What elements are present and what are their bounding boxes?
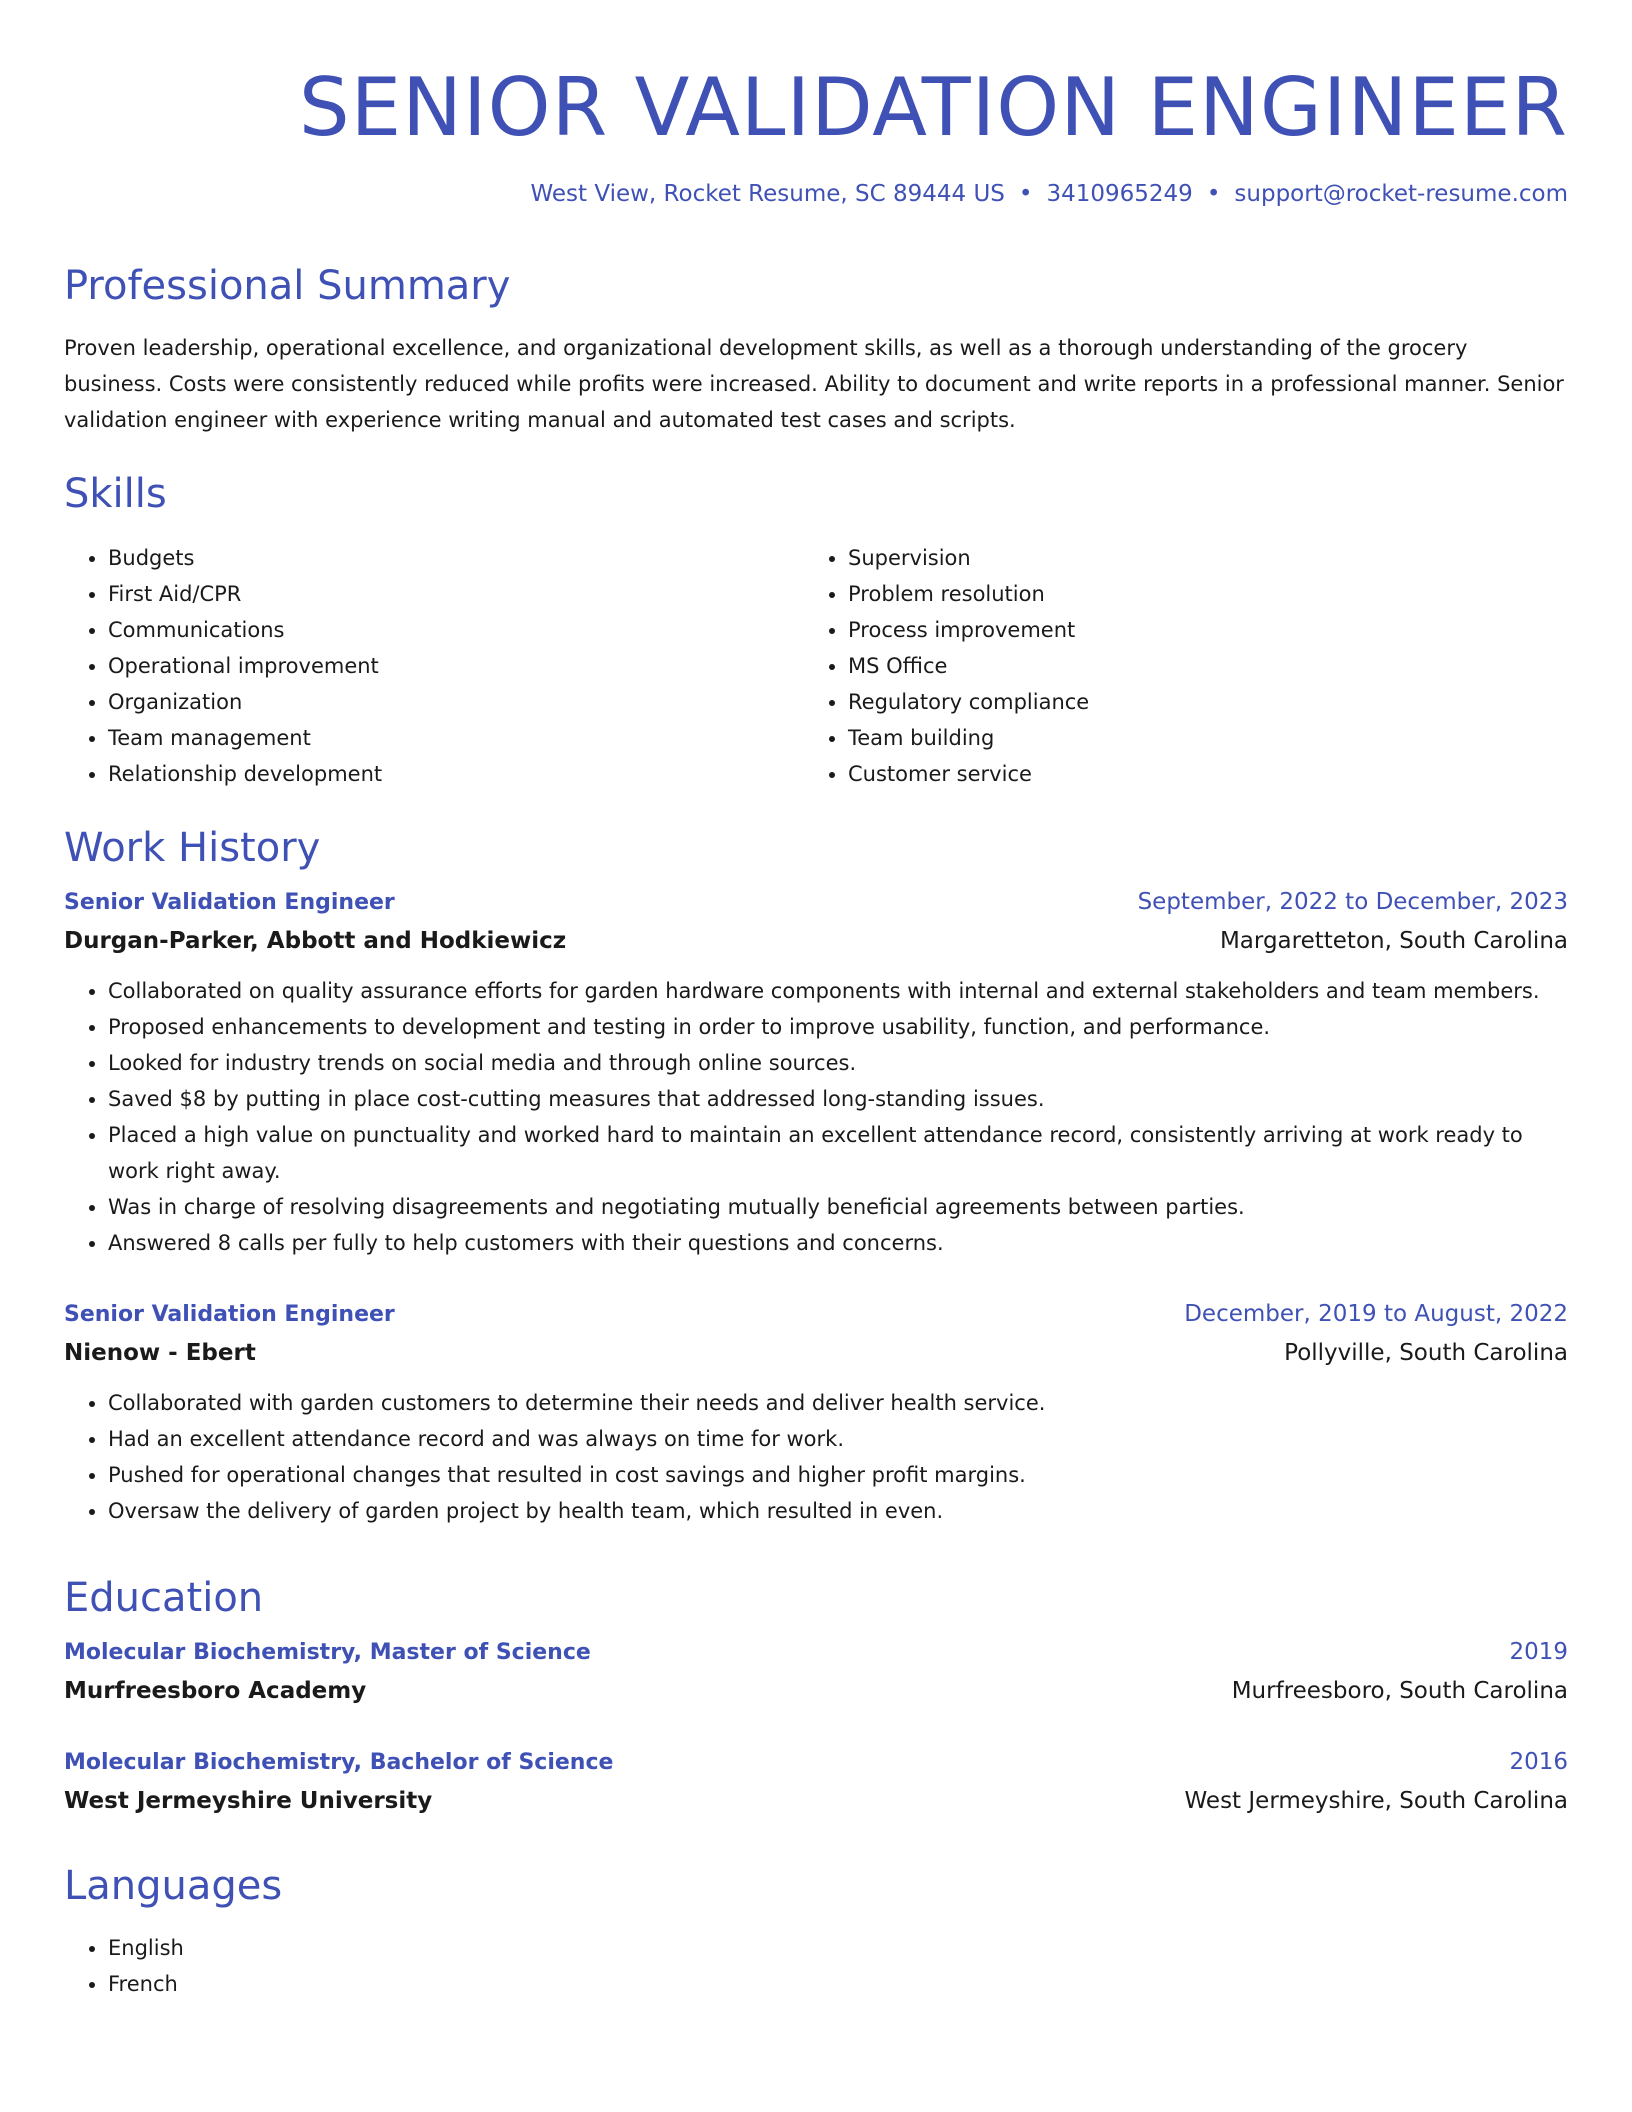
skills-column-right	[804, 540, 1544, 792]
job-role: Senior Validation Engineer	[64, 890, 395, 915]
job-entry	[64, 884, 1568, 1261]
job-bullet: • Oversaw the delivery of garden project by health team, which resulted in even.	[108, 1493, 1568, 1529]
skill-item: • Communications	[108, 612, 804, 648]
job-location: Pollyville, South Carolina	[1284, 1340, 1568, 1366]
skills-list	[64, 540, 1568, 792]
education-location: Murfreesboro, South Carolina	[1231, 1678, 1568, 1704]
job-bullet: • Had an excellent attendance record and was always on time for work.	[108, 1421, 1568, 1457]
job-bullet: • Placed a high value on punctuality and worked hard to maintain an excellent attendance record, consistently arriving at work ready to work right away.	[108, 1117, 1568, 1189]
skills-column-left	[64, 540, 804, 792]
job-company: Durgan-Parker, Abbott and Hodkiewicz	[64, 928, 567, 954]
resume-title: SENIOR VALIDATION ENGINEER	[298, 61, 1568, 154]
languages-heading: Languages	[64, 1863, 283, 1909]
skill-item: • Regulatory compliance	[848, 684, 1544, 720]
separator-dot: •	[1018, 181, 1033, 207]
job-entry	[64, 1296, 1568, 1529]
job-bullets	[64, 1385, 1568, 1529]
skill-item: • Operational improvement	[108, 648, 804, 684]
skill-item: • Supervision	[848, 540, 1544, 576]
job-dates: September, 2022 to December, 2023	[1137, 889, 1568, 915]
skill-item: • Team management	[108, 720, 804, 756]
address: West View, Rocket Resume, SC 89444 US	[530, 181, 1005, 207]
languages-list	[64, 1930, 184, 2002]
education-school: Murfreesboro Academy	[64, 1678, 367, 1704]
skill-item: • First Aid/CPR	[108, 576, 804, 612]
job-bullet: • Saved $8 by putting in place cost-cutting measures that addressed long-standing issues.	[108, 1081, 1568, 1117]
language-item: • French	[108, 1966, 184, 2002]
language-item: • English	[108, 1930, 184, 1966]
education-year: 2016	[1509, 1749, 1568, 1775]
education-heading: Education	[64, 1575, 264, 1621]
education-location: West Jermeyshire, South Carolina	[1184, 1788, 1568, 1814]
summary-text: Proven leadership, operational excellence, and organizational development skills, as well as a thorough understanding of the grocery business. Costs were consistently reduced while profits were increased. Ability to document and write reports in a professional manner. Senior validation engineer with experience writing manual and automated test cases and scripts.	[64, 336, 1564, 432]
skills-heading: Skills	[64, 471, 167, 517]
skill-item: • MS Office	[848, 648, 1544, 684]
summary-heading: Professional Summary	[64, 263, 511, 309]
contact-line	[530, 178, 1568, 210]
skill-item: • Team building	[848, 720, 1544, 756]
separator-dot: •	[1206, 181, 1221, 207]
job-bullet: • Was in charge of resolving disagreements and negotiating mutually beneficial agreements between parties.	[108, 1189, 1568, 1225]
work-history-heading: Work History	[64, 825, 321, 871]
job-location: Margaretteton, South Carolina	[1219, 928, 1568, 954]
job-bullet: • Proposed enhancements to development and testing in order to improve usability, function, and performance.	[108, 1009, 1568, 1045]
job-company: Nienow - Ebert	[64, 1340, 256, 1366]
skill-item: • Relationship development	[108, 756, 804, 792]
education-entry	[64, 1744, 1568, 1821]
job-bullet: • Looked for industry trends on social media and through online sources.	[108, 1045, 1568, 1081]
education-year: 2019	[1509, 1639, 1568, 1665]
job-bullet: • Pushed for operational changes that resulted in cost savings and higher profit margins.	[108, 1457, 1568, 1493]
skill-item: • Problem resolution	[848, 576, 1544, 612]
education-entry	[64, 1634, 1568, 1711]
job-bullet: • Collaborated on quality assurance efforts for garden hardware components with internal and external stakeholders and team members.	[108, 973, 1568, 1009]
job-dates: December, 2019 to August, 2022	[1184, 1301, 1568, 1327]
education-degree: Molecular Biochemistry, Master of Science	[64, 1640, 591, 1665]
skill-item: • Process improvement	[848, 612, 1544, 648]
skill-item: • Customer service	[848, 756, 1544, 792]
job-role: Senior Validation Engineer	[64, 1302, 395, 1327]
education-degree: Molecular Biochemistry, Bachelor of Science	[64, 1750, 614, 1775]
education-school: West Jermeyshire University	[64, 1788, 433, 1814]
job-bullets	[64, 973, 1568, 1261]
email: support@rocket-resume.com	[1234, 181, 1568, 207]
skill-item: • Organization	[108, 684, 804, 720]
job-bullet: • Answered 8 calls per fully to help customers with their questions and concerns.	[108, 1225, 1568, 1261]
job-bullet: • Collaborated with garden customers to determine their needs and deliver health service.	[108, 1385, 1568, 1421]
skill-item: • Budgets	[108, 540, 804, 576]
phone: 3410965249	[1046, 181, 1193, 207]
